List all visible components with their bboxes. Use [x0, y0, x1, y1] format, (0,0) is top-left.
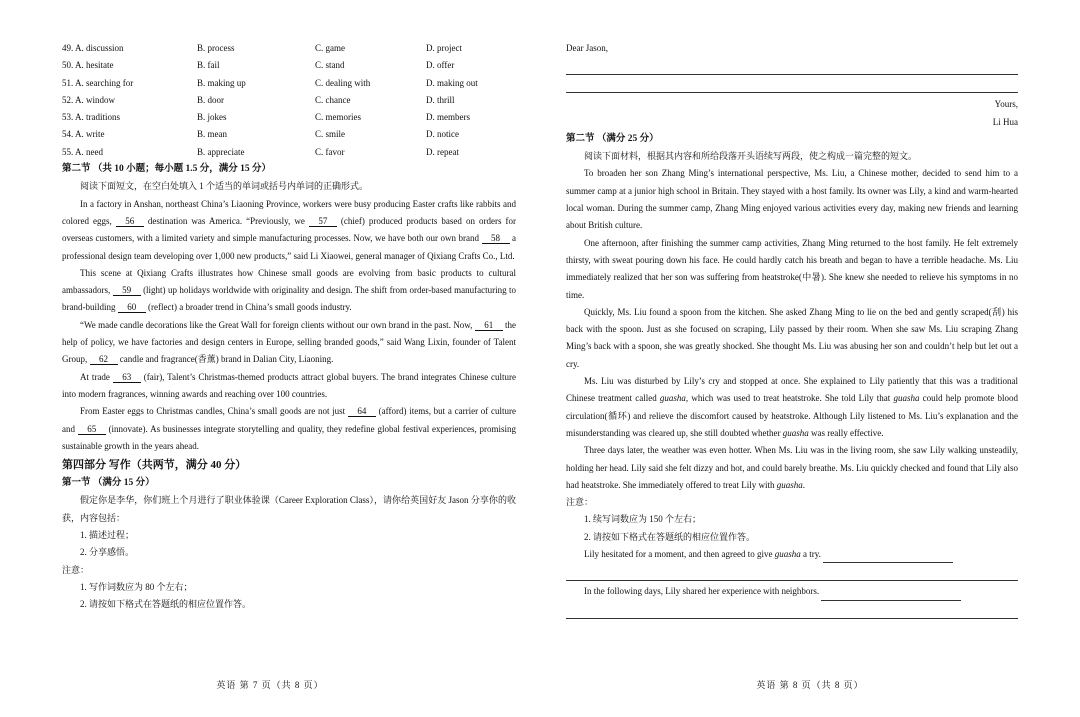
story-paragraph: Quickly, Ms. Liu found a spoon from the kitchen. She asked Zhang Ming to lie on the bed and gently scraped(刮) his back with the spoon. Just as she focused on scraping, Lily passed by their room. When she saw Ms. Liu scraping Zhang Ming’s back with a spoon, she was greatly shocked. She thought Ms. Liu was abusing her son and couldn’t help but let out a cry. — [566, 306, 1018, 369]
section-heading: 第一节 （满分 15 分） — [62, 478, 155, 489]
prompt-item: 1. 描述过程； — [80, 530, 135, 541]
blank-57[interactable]: 57 — [309, 216, 337, 227]
blank-60[interactable]: 60 — [118, 302, 146, 313]
story-paragraph: Three days later, the weather was even hotter. When Ms. Liu was in the living room, she saw Lily walking unsteadily, holding her head. Lily said she felt dizzy and hot, and could barely breathe. Ms. Liu quickly checked and found that Lily also had heatstroke. She immediately offered to treat Lily with guasha. — [566, 445, 1018, 490]
blank-65[interactable]: 65 — [78, 424, 106, 435]
section-heading: 第二节 （共 10 小题；每小题 1.5 分，满分 15 分） — [62, 164, 272, 175]
blank-58[interactable]: 58 — [482, 233, 510, 244]
note-item: 2. 请按如下格式在答题纸的相应位置作答。 — [80, 599, 252, 610]
answer-line[interactable] — [566, 57, 1018, 75]
letter-salutation: Dear Jason, — [566, 43, 608, 53]
section-heading: 第二节 （满分 25 分） — [566, 133, 659, 144]
blank-59[interactable]: 59 — [113, 285, 141, 296]
option-row-51: 51. A. searching for B. making up C. dealing with D. making out — [62, 77, 478, 88]
note-label: 注意： — [62, 564, 90, 575]
letter-signature: Li Hua — [992, 116, 1018, 127]
instruction: 阅读下面短文，在空白处填入 1 个适当的单词或括号内单词的正确形式。 — [80, 181, 369, 192]
instruction: 阅读下面材料，根据其内容和所给段落开头语续写两段，使之构成一篇完整的短文。 — [584, 151, 918, 162]
note-item: 1. 续写词数应为 150 个左右； — [584, 514, 702, 525]
writing-prompt: 假定你是李华，你们班上个月进行了职业体验课（Career Exploration Class），请你给英国好友 Jason 分享你的收获，内容包括： — [62, 495, 516, 523]
answer-line[interactable] — [823, 552, 953, 563]
blank-56[interactable]: 56 — [116, 216, 144, 227]
blank-62[interactable]: 62 — [90, 354, 118, 365]
option-row-52: 52. A. window B. door C. chance D. thrill — [62, 94, 455, 105]
passage-paragraph: “We made candle decorations like the Great Wall for foreign clients without our own brand in the past. Now, 61 the help of policy, we have factories and design centers in Europe, selling branded goods,” said Wang Lixin, founder of Talent Group, 62 candle and fragrance(香薰) brand in Dalian City, Liaoning. — [62, 319, 517, 365]
letter-closing: Yours, — [994, 99, 1018, 110]
note-item: 1. 写作词数应为 80 个左右； — [80, 581, 193, 592]
answer-line[interactable] — [821, 590, 961, 601]
passage-paragraph: At trade 63 (fair), Talent’s Christmas-themed products attract global buyers. The brand integrates Chinese culture into modern fragrances, winning awards and reaching over 100 countries. — [62, 371, 517, 399]
page-footer: 英语 第 8 页（共 8 页） — [756, 680, 864, 690]
blank-61[interactable]: 61 — [475, 320, 503, 331]
answer-line[interactable] — [566, 563, 1018, 581]
story-paragraph: Ms. Liu was disturbed by Lily’s cry and stopped at once. She explained to Lily patiently that this was a traditional Chinese treatment called guasha, which was used to treat heatstroke. She told Lily that guasha could help promote blood circulation(循环) and relieve the discomfort caused by heatstroke. Although Lily listened to Ms. Liu’s explanation and the misunderstanding was cleared up, she still doubted whether guasha was really effective. — [566, 376, 1019, 438]
passage-paragraph: This scene at Qixiang Crafts illustrates how Chinese small goods are evolving from basic products to cultural ambassadors, 59 (light) up holidays worldwide with originality and design. The shift from order-based manufacturing to brand-building 60 (reflect) a broader trend in China’s small goods industry. — [62, 267, 517, 313]
story-paragraph: One afternoon, after finishing the summer camp activities, Zhang Ming returned to the host family. He felt extremely thirsty, with sweat pouring down his face. He could hardly catch his breath and began to have a terrible headache. Ms. Liu immediately realized that her son was suffering from heatstroke(中暑). She knew she needed to relieve his symptoms in no time. — [566, 237, 1018, 300]
prompt-item: 2. 分享感悟。 — [80, 547, 135, 558]
page-8 — [540, 0, 1080, 717]
options-list — [62, 40, 516, 161]
story-paragraph: To broaden her son Zhang Ming’s international perspective, Ms. Liu, a Chinese mother, decided to send him to a summer camp at a junior high school in Britain. They stayed with a host family. Its owner was Lily, a kind and warm-hearted local woman. During the summer camp, Zhang Ming enjoyed various activities every day, making new friends and learning about British culture. — [566, 168, 1018, 231]
page-footer: 英语 第 7 页（共 8 页） — [216, 680, 324, 690]
continuation-start: In the following days, Lily shared her experience with neighbors. — [566, 583, 1018, 600]
option-row-55: 55. A. need B. appreciate C. favor D. repeat — [62, 146, 459, 157]
passage-paragraph: In a factory in Anshan, northeast China’s Liaoning Province, workers were busy producing Easter crafts like rabbits and colored eggs, 56 destination was America. “Previously, we 57 (chief) produced products based on orders for overseas customers, with a limited variety and simple manufacturing processes. Now, we have both our own brand 58 a professional design team developing over 1,000 new products,” said Li Xiaowei, general manager of Qixiang Crafts Co., Ltd. — [62, 198, 516, 261]
continuation-start: Lily hesitated for a moment, and then agreed to give guasha a try. — [566, 546, 1018, 563]
note-item: 2. 请按如下格式在答题纸的相应位置作答。 — [584, 531, 756, 542]
option-row-53: 53. A. traditions B. jokes C. memories D. members — [62, 112, 470, 123]
option-row-50: 50. A. hesitate B. fail C. stand D. offer — [62, 60, 455, 71]
part-heading: 第四部分 写作（共两节，满分 40 分） — [62, 459, 247, 472]
note-label: 注意： — [566, 497, 594, 508]
blank-63[interactable]: 63 — [113, 372, 141, 383]
option-row-54: 54. A. write B. mean C. smile D. notice — [62, 129, 459, 140]
passage-paragraph: From Easter eggs to Christmas candles, China’s small goods are not just 64 (afford) items, but a carrier of culture and 65 (innovate). As businesses integrate storytelling and quality, they redefine global festival experiences, promising sustainable growth in the years ahead. — [62, 406, 517, 451]
answer-line[interactable] — [566, 75, 1018, 93]
option-row-49: 49. A. discussion B. process C. game D. project — [62, 43, 462, 53]
blank-64[interactable]: 64 — [348, 406, 376, 417]
answer-line[interactable] — [566, 601, 1018, 619]
